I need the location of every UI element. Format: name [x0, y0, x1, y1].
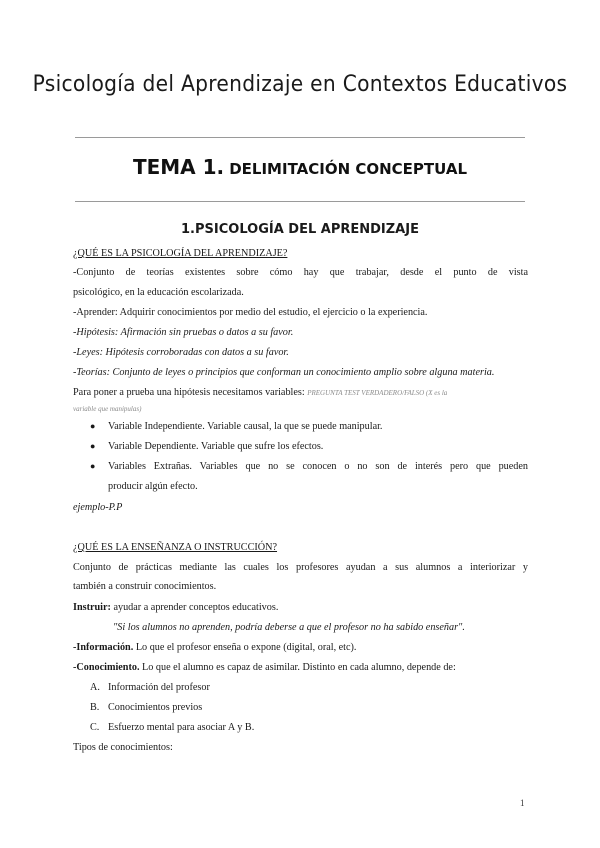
bullet-icon: ●	[90, 461, 96, 471]
teorias-definition: -Teorías: Conjunto de leyes o principios que conforman un conocimiento amplio sobre alguna materia.	[73, 367, 495, 378]
ensenanza-definition: Conjunto de prácticas mediante las cuales los profesores ayudan a sus alumnos a interiorizar y	[73, 562, 528, 573]
question-ensenanza: ¿QUÉ ES LA ENSEÑANZA O INSTRUCCIÓN?	[73, 542, 278, 553]
ensenanza-definition: también a construir conocimientos.	[73, 581, 217, 592]
bullet-icon: ●	[90, 421, 96, 431]
tipos-heading: Tipos de conocimientos:	[73, 742, 173, 753]
tema-subtitle: DELIMITACIÓN CONCEPTUAL	[229, 160, 468, 178]
list-item: Variables Extrañas. Variables que no se conocen o no son de interés pero que pueden	[108, 461, 528, 472]
list-marker: B.	[90, 702, 100, 713]
instruir-definition	[73, 601, 528, 614]
informacion-text: Lo que el profesor enseña o expone (digital, oral, etc).	[133, 642, 357, 653]
list-item: Información del profesor	[108, 682, 210, 693]
quote: "Si los alumnos no aprenden, podría deberse a que el profesor no ha sabido enseñar".	[113, 622, 465, 633]
list-marker: A.	[90, 682, 100, 693]
conocimiento-definition	[73, 661, 528, 674]
list-marker: C.	[90, 722, 100, 733]
informacion-label: -Información.	[73, 642, 134, 653]
variables-intro	[73, 386, 528, 400]
conocimiento-label: -Conocimiento.	[73, 662, 140, 673]
tema-divider	[75, 201, 525, 202]
bullet-icon: ●	[90, 441, 96, 451]
hipotesis-definition: -Hipótesis: Afirmación sin pruebas o datos a su favor.	[73, 327, 294, 338]
list-item: Esfuerzo mental para asociar A y B.	[108, 722, 255, 733]
section-heading: 1.PSICOLOGÍA DEL APRENDIZAJE	[181, 222, 419, 237]
leyes-definition: -Leyes: Hipótesis corroboradas con datos a su favor.	[73, 347, 289, 358]
tema-number: TEMA 1.	[132, 155, 225, 179]
instruir-text: ayudar a aprender conceptos educativos.	[110, 602, 279, 613]
variables-intro-text: Para poner a prueba una hipótesis necesitamos variables:	[73, 387, 305, 398]
title-divider	[75, 137, 525, 138]
list-item: producir algún efecto.	[108, 481, 198, 492]
document-title: Psicología del Aprendizaje en Contextos Educativos	[32, 72, 568, 97]
list-item: Variable Dependiente. Variable que sufre los efectos.	[108, 441, 324, 452]
list-item: Conocimientos previos	[108, 702, 203, 713]
list-item: Variable Independiente. Variable causal, la que se puede manipular.	[108, 421, 383, 432]
question-psicologia: ¿QUÉ ES LA PSICOLOGÍA DEL APRENDIZAJE?	[73, 248, 288, 259]
tema-heading	[0, 155, 600, 179]
variables-note: PREGUNTA TEST VERDADERO/FALSO (X es la	[307, 389, 448, 397]
instruir-label: Instruir:	[73, 602, 111, 613]
aprender-definition: -Aprender: Adquirir conocimientos por medio del estudio, el ejercicio o la experiencia.	[73, 307, 428, 318]
informacion-definition	[73, 641, 528, 654]
variables-note: variable que manipulas)	[73, 405, 142, 413]
conocimiento-text: Lo que el alumno es capaz de asimilar. Distinto en cada alumno, depende de:	[139, 662, 456, 673]
definition-line: -Conjunto de teorías existentes sobre cómo hay que trabajar, desde el punto de vista	[73, 267, 528, 278]
ejemplo-note: ejemplo-P.P	[73, 502, 123, 513]
definition-line: psicológico, en la educación escolarizada.	[73, 287, 244, 298]
page-number: 1	[520, 798, 525, 808]
